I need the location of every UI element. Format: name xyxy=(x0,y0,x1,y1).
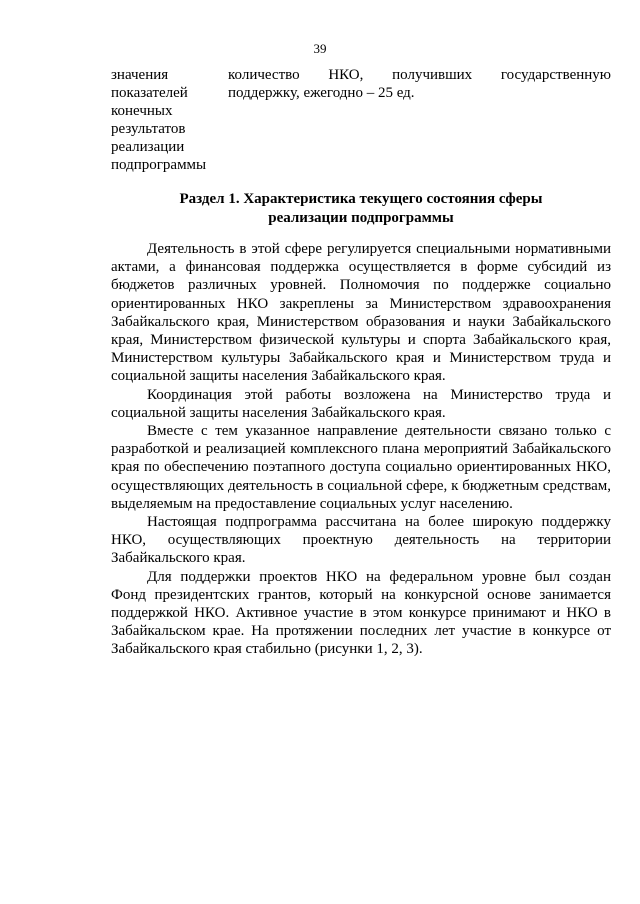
paragraph xyxy=(111,386,611,422)
text-line: Настоящая подпрограмма рассчитана на более широкую поддержку xyxy=(147,514,611,531)
text-line: выделяемым на предоставление социальных услуг населению. xyxy=(111,495,513,512)
text-line: социальной защиты населения Забайкальского края. xyxy=(111,404,446,421)
page-number: 39 xyxy=(313,41,327,56)
paragraph xyxy=(111,568,611,659)
text-line: края, Министерством физической культуры и спорта Забайкальского края, xyxy=(111,332,611,349)
text-line: разработкой и реализацией комплексного плана мероприятий Забайкальского xyxy=(111,441,611,458)
text-line: ориентированных НКО закреплены за Министерством здравоохранения xyxy=(111,295,611,312)
indicator-label-line: значения xyxy=(111,67,169,83)
text-line: Координация этой работы возложена на Министерство труда и xyxy=(147,386,611,403)
text-line: Вместе с тем указанное направление деятельности связано только с xyxy=(147,423,611,440)
text-line: НКО, осуществляющих проектную деятельность на территории xyxy=(111,532,611,549)
indicator-value-line: количество НКО, получивших государственную xyxy=(228,67,611,83)
indicator-label-cell xyxy=(111,66,221,174)
text-line: Деятельность в этой сфере регулируется специальными нормативными xyxy=(147,241,611,257)
text-line: края по обеспечению поэтапного доступа социально ориентированных НКО, xyxy=(111,459,611,476)
section-heading-line: Раздел 1. Характеристика текущего состояния сферы xyxy=(179,191,543,207)
text-line: Забайкальского края. xyxy=(111,550,246,567)
text-line: Фонд президентских грантов, который на конкурсной основе занимается xyxy=(111,586,611,603)
text-line: актами, а финансовая поддержка осуществляется в форме субсидий из xyxy=(111,259,611,276)
text-line: Министерством культуры Забайкальского края и Министерством труда и xyxy=(111,350,611,367)
text-line: Забайкальского края, Министерством образования и науки Забайкальского xyxy=(111,313,611,330)
text-line: бюджетов различных уровней. Полномочия по поддержке социально xyxy=(111,277,611,294)
text-line: Забайкальского края стабильно (рисунки 1, 2, 3). xyxy=(111,641,423,658)
section-heading-line: реализации подпрограммы xyxy=(268,210,454,226)
indicator-value-line: поддержку, ежегодно – 25 ед. xyxy=(228,85,415,101)
text-line: осуществляющих деятельность в социальной сфере, к бюджетным средствам, xyxy=(111,477,611,494)
section-heading xyxy=(111,190,611,228)
text-line: Забайкальском крае. На протяжении последних лет участие в конкурсе от xyxy=(111,623,611,640)
paragraph xyxy=(111,422,611,513)
indicator-label-line: показателей xyxy=(111,85,188,101)
indicator-label-line: реализации xyxy=(111,139,185,155)
indicator-label-line: подпрограммы xyxy=(111,157,207,173)
text-line: Для поддержки проектов НКО на федеральном уровне был создан xyxy=(147,568,611,585)
section-body xyxy=(111,240,611,659)
indicator-label-line: результатов xyxy=(111,121,186,137)
text-line: поддержкой НКО. Активное участие в этом конкурсе принимают и НКО в xyxy=(111,605,611,622)
paragraph xyxy=(111,240,611,386)
indicator-value-cell xyxy=(228,66,611,102)
paragraph xyxy=(111,513,611,568)
indicator-label-line: конечных xyxy=(111,103,173,119)
text-line: социальной защиты населения Забайкальского края. xyxy=(111,368,446,385)
